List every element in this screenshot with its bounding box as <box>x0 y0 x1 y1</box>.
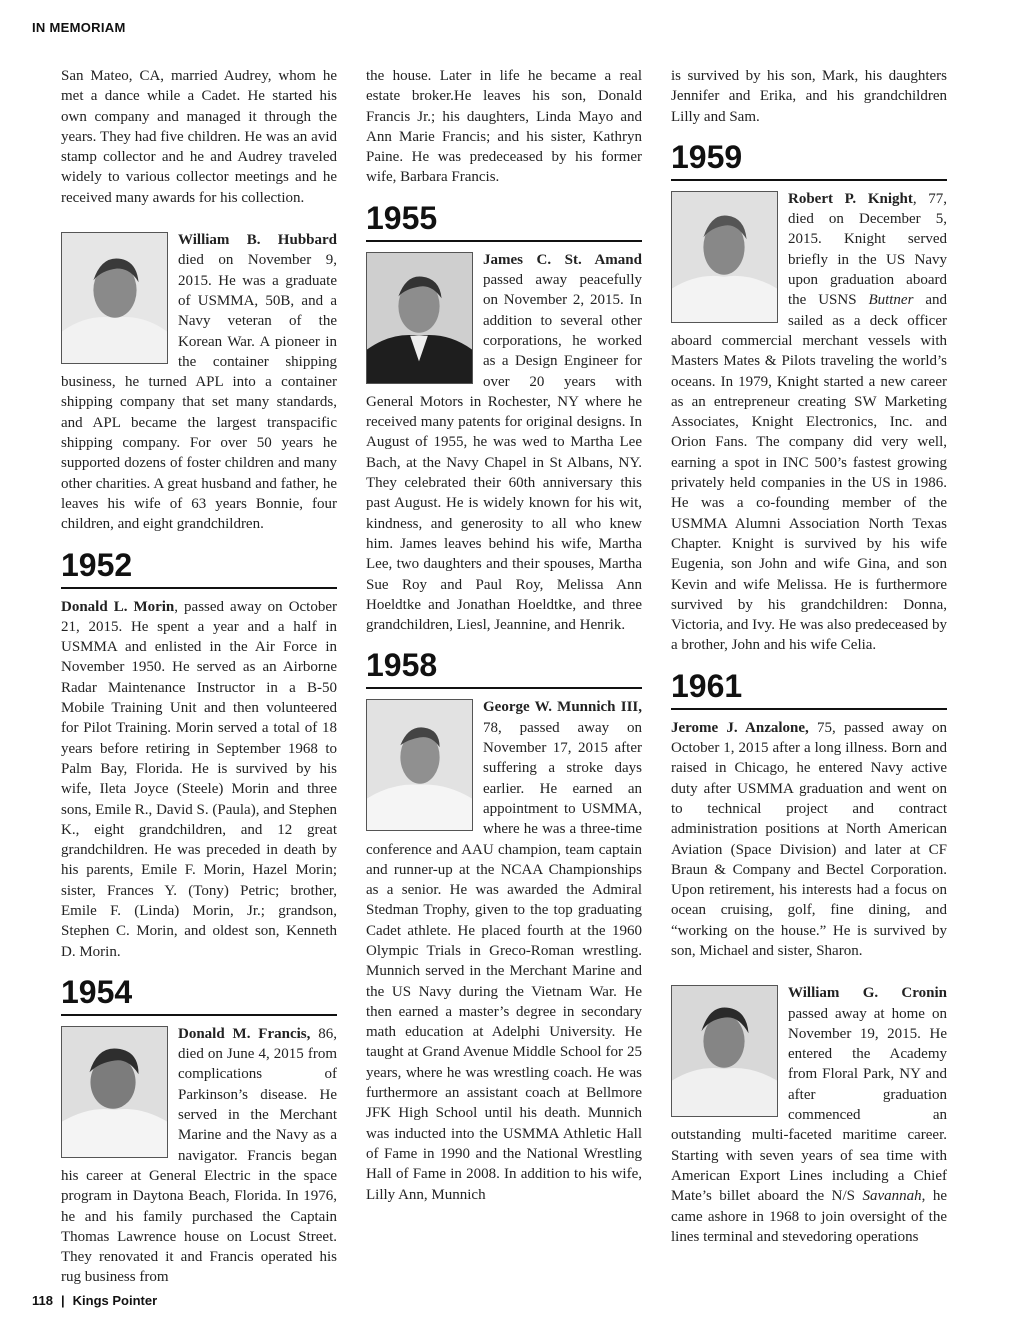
obit-text: , 77, died on December 5, 2015. Knight served briefly in the US Navy upon graduation aboard the USNS <box>788 190 947 309</box>
obit-name: George W. Munnich III, <box>483 699 642 716</box>
portrait-photo <box>671 985 778 1117</box>
obit-text: 75, passed away on October 1, 2015 after a long illness. Born and raised in Chicago, he entered Navy active duty after USMMA graduation and went on to technical project and contract administration positions at North American Aviation (Space Division) and later at CF Braun & Company and Bectel Corporation. Upon retirement, his interests had a focus on ocean cruising, golf, fine dining, and “working on the house.” He is survived by son, Michael and sister, Sharon. <box>671 719 947 959</box>
ship-name: Savannah <box>862 1188 922 1205</box>
obituary-francis <box>61 1024 337 1288</box>
obituary-hubbard <box>61 230 337 534</box>
obituary-cronin <box>671 983 947 1247</box>
obit-text: 86, died on June 4, 2015 from complications of Parkinson’s disease. He served in the Merchant Marine and the Navy as a navigator. Francis began his career at General Electric in the space program in Daytona Beach, Florida. In 1976, he and his family purchased the Captain Thomas Lawrence house on Locust Street. They renovated it and Francis operated his rug business from <box>61 1025 337 1286</box>
obit-text: and sailed as a deck officer aboard commercial merchant vessels with Masters Mates & Pilots traveling the world’s oceans. In 1979, Knight started a new career as an entrepreneur creating SW Marketing Associates, Knight Electronics, Inc. and Orion Fans. The company did very well, earning a spot in INC 500’s fastest growing privately held companies in the US in 1986. He was a co-founding member of the USMMA Alumni Association North Texas Chapter. Knight is survived by his wife Eugenia, son John and wife Gina, and son Kevin and wife Melissa. He is furthermore survived by his grandchildren: Donna, Victoria, and Ivy. He was also predeceased by a brother, John and his wife Celia. <box>671 292 947 654</box>
year-heading: 1958 <box>366 647 642 689</box>
page-footer <box>32 1293 157 1308</box>
year-heading: 1959 <box>671 139 947 181</box>
portrait-photo <box>366 252 473 384</box>
obit-name: Robert P. Knight <box>788 190 913 207</box>
page-number: 118 <box>32 1293 53 1308</box>
obituary-knight <box>671 189 947 656</box>
obit-text: , he came ashore in 1968 to join oversight of the lines terminal and stevedoring operations <box>671 1188 947 1245</box>
ship-name: Buttner <box>868 292 914 309</box>
portrait-photo <box>61 232 168 364</box>
obituary-munnich <box>366 697 642 1204</box>
obit-text: 78, passed away on November 17, 2015 after suffering a stroke days earlier. He earned an appointment to USMMA, where he was a three-time conference and AAU champion, team captain and runner-up at the NCAA Championships as a senior. He was awarded the Admiral Stedman Trophy, given to the top graduating Cadet athlete. He placed fourth at the 1960 Olympic Trials in Greco-Roman wrestling. Munnich served in the Merchant Marine and the US Navy during the Vietnam War. He then earned a master’s degree in secondary math education at Adelphi University. He taught at Grand Avenue Middle School for 25 years, where he was wrestling coach. He was furthermore an assistant coach at Bellmore JFK High School until his death. Munnich was inducted into the USMMA Athletic Hall of Fame in 1990 and the National Wrestling Hall of Fame in 2008. In addition to his wife, Lilly Ann, Munnich <box>366 719 642 1203</box>
year-heading: 1961 <box>671 668 947 710</box>
column-1 <box>61 66 337 1288</box>
obit-name: William B. Hubbard <box>178 232 337 249</box>
column-2 <box>366 66 642 1205</box>
obituary-anzalone <box>671 718 947 962</box>
portrait-photo <box>366 699 473 831</box>
obit-name: James C. St. Amand <box>483 251 642 268</box>
portrait-photo <box>671 191 778 323</box>
column-3 <box>671 66 947 1247</box>
obit-text: died on November 9, 2015. He was a graduate of USMMA, 50B, and a Navy veteran of the Korean War. A pioneer in the container shipping business, he turned APL into a container shipping company that set many standards, and APL became the largest transpacific shipping company. For over 50 years he supported dozens of foster children and many other charities. A great husband and father, he leaves his wife of 63 years Bonnie, four children, and eight grandchildren. <box>61 252 337 533</box>
year-heading: 1952 <box>61 547 337 589</box>
obituary-st-amand <box>366 250 642 636</box>
section-label: IN MEMORIAM <box>32 20 126 35</box>
obit-name: Jerome J. Anzalone, <box>671 719 809 736</box>
continued-obituary: San Mateo, CA, married Audrey, whom he met a dance while a Cadet. He started his own company and managed it through the years. They had five children. He was an avid stamp collector and he and Audrey traveled widely to various collector meetings and he received many awards for his collection. <box>61 68 337 206</box>
obit-name: William G. Cronin <box>788 985 947 1002</box>
obit-name: Donald M. Francis, <box>178 1025 311 1042</box>
year-heading: 1954 <box>61 974 337 1016</box>
continued-obituary: the house. Later in life he became a real estate broker.He leaves his son, Donald Francis Jr.; his daughters, Linda Mayo and Ann Marie Francis; and his sister, Kathryn Paine. He was predeceased by his former wife, Barbara Francis. <box>366 68 642 186</box>
publication-name: Kings Pointer <box>72 1293 158 1308</box>
obit-name: Donald L. Morin <box>61 598 175 615</box>
obit-text: passed away at home on November 19, 2015. He entered the Academy from Floral Park, NY and after graduation commenced an outstanding multi-faceted maritime career. Starting with seven years of sea time with American Export Lines including a Chief Mate’s billet aboard the N/S <box>671 1005 947 1205</box>
obituary-morin <box>61 597 337 962</box>
continued-obituary: is survived by his son, Mark, his daughters Jennifer and Erika, and his grandchildren Lilly and Sam. <box>671 68 947 125</box>
portrait-photo <box>61 1026 168 1158</box>
obit-text: passed away peacefully on November 2, 2015. In addition to several other corporations, he worked as a Design Engineer for over 20 years with General Motors in Rochester, NY where he received many patents for original designs. In August of 1955, he was wed to Martha Lee Bach, at the Navy Chapel in St Albans, NY. They celebrated their 60th anniversary this past August. He is widely known for his wit, kindness, and generosity to all who knew him. James leaves behind his wife, Martha Lee, two daughters and their spouses, Martha Sue Roy and Paul Roy, Melissa Ann Hoeldtke and Jonathan Hoeldtke, and three grandchildren, Liesl, Jeannine, and Henrik. <box>366 272 642 634</box>
obit-text: , passed away on October 21, 2015. He spent a year and a half in USMMA and enlisted in the Air Force in November 1950. He served as an Airborne Radar Maintenance Instructor in a B-50 Mobile Training Unit and then volunteered for Pilot Training. Morin served a total of 18 years before retiring in September 1968 to Palm Bay, Florida. He is survived by his wife, Ileta Joyce (Steele) Morin and three sons, Emile R., David S. (Paula), and Stephen K., eight grandchildren, and 12 great grandchildren. He was preceded in death by his parents, Emile F. Morin, Hazel Morin; sister, Frances Y. (Tony) Petric; brother, Emile F. (Linda) Morin, Jr.; grandson, Stephen C. Morin, and oldest son, Kenneth D. Morin. <box>61 598 338 960</box>
footer-separator: | <box>60 1293 65 1308</box>
year-heading: 1955 <box>366 200 642 242</box>
